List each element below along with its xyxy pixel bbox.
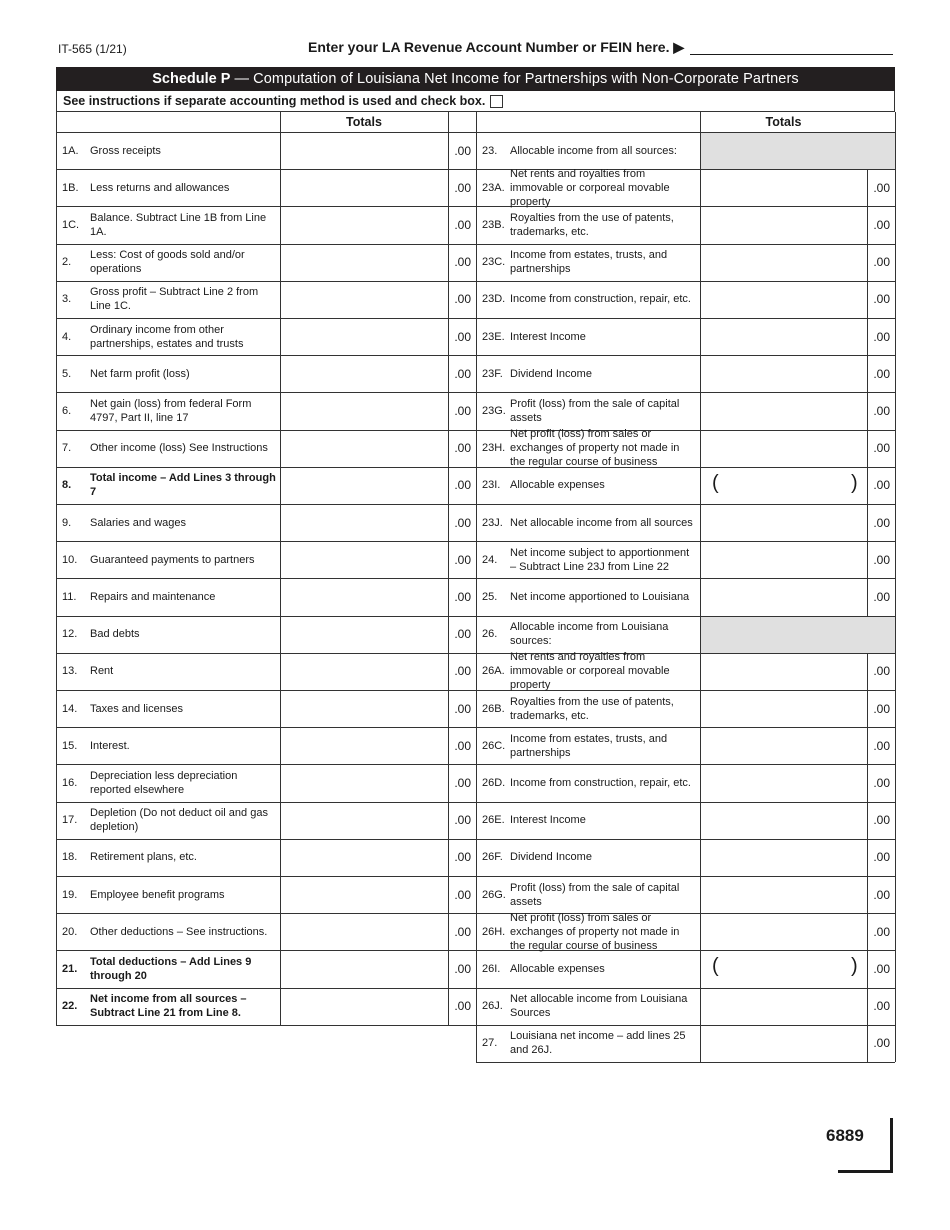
cents-label: .00 xyxy=(873,1036,890,1051)
amount-input[interactable] xyxy=(281,170,447,205)
corner-mark-vertical xyxy=(890,1118,893,1173)
left-line-row xyxy=(56,727,280,764)
line-number: 26B. xyxy=(482,702,505,715)
line-number: 23B. xyxy=(482,218,505,231)
left-line-row xyxy=(56,504,280,541)
right-line-row xyxy=(476,988,700,1025)
line-number: 15. xyxy=(62,739,78,752)
right-line-row xyxy=(476,1025,700,1062)
left-line-row xyxy=(56,616,280,653)
line-number: 23F. xyxy=(482,367,503,380)
cents-label: .00 xyxy=(873,887,890,902)
line-number: 21. xyxy=(62,962,78,975)
cents-label: .00 xyxy=(454,701,471,716)
cents-label: .00 xyxy=(454,329,471,344)
amount-input[interactable] xyxy=(701,765,866,800)
open-paren: ( xyxy=(712,471,719,494)
amount-input[interactable] xyxy=(701,170,866,205)
amount-input[interactable] xyxy=(281,468,447,503)
line-number: 26I. xyxy=(482,962,501,975)
separate-accounting-row xyxy=(56,91,895,112)
amount-input[interactable] xyxy=(281,431,447,466)
line-label: Net income from all sources – Subtract Line 21 from Line 8. xyxy=(90,993,247,1020)
line-number: 5. xyxy=(62,367,72,380)
cents-label: .00 xyxy=(873,664,890,679)
cents-label: .00 xyxy=(454,813,471,828)
line-number: 23. xyxy=(482,144,498,157)
cents-label: .00 xyxy=(454,143,471,158)
left-line-row xyxy=(56,169,280,206)
amount-input[interactable] xyxy=(281,691,447,726)
line-label: Interest. xyxy=(90,739,130,752)
line-label: Net farm profit (loss) xyxy=(90,367,190,380)
cents-label: .00 xyxy=(873,850,890,865)
line-label: Allocable expenses xyxy=(510,479,605,492)
amount-input[interactable] xyxy=(701,914,866,949)
cents-label: .00 xyxy=(454,664,471,679)
line-label: Less returns and allowances xyxy=(90,181,230,194)
cents-label: .00 xyxy=(454,403,471,418)
line-number: 22. xyxy=(62,1000,78,1013)
line-label: Taxes and licenses xyxy=(90,702,183,715)
cents-label: .00 xyxy=(454,515,471,530)
cents-label: .00 xyxy=(873,441,890,456)
line-number: 7. xyxy=(62,442,72,455)
amount-input[interactable] xyxy=(701,877,866,912)
line-number: 26J. xyxy=(482,1000,503,1013)
line-label: Total income – Add Lines 3 through 7 xyxy=(90,472,276,499)
cents-label: .00 xyxy=(454,180,471,195)
right-line-row xyxy=(476,318,700,355)
right-line-row xyxy=(476,504,700,541)
amount-input[interactable] xyxy=(281,245,447,280)
line-label: Gross profit – Subtract Line 2 from Line 1C. xyxy=(90,286,259,313)
cents-label: .00 xyxy=(873,217,890,232)
left-line-row xyxy=(56,281,280,318)
line-label: Net profit (loss) from sales or exchanges of property not made in the regular course of business xyxy=(510,911,680,952)
right-line-row xyxy=(476,950,700,987)
line-number: 16. xyxy=(62,776,78,789)
line-number: 26C. xyxy=(482,739,506,752)
line-number: 13. xyxy=(62,665,78,678)
open-paren: ( xyxy=(712,955,719,978)
line-label: Profit (loss) from the sale of capital assets xyxy=(510,881,680,908)
amount-input[interactable] xyxy=(701,579,866,614)
amount-input[interactable] xyxy=(281,951,447,986)
right-line-row xyxy=(476,839,700,876)
line-label: Allocable income from all sources: xyxy=(510,144,677,157)
account-prompt-text: Enter your LA Revenue Account Number or FEIN here. ▶ xyxy=(308,39,685,55)
line-label: Depreciation less depreciation reported elsewhere xyxy=(90,769,238,796)
form-id: IT-565 (1/21) xyxy=(58,42,127,56)
line-number: 23C. xyxy=(482,256,506,269)
schedule-banner xyxy=(56,67,895,91)
left-line-row xyxy=(56,467,280,504)
line-label: Interest Income xyxy=(510,330,586,343)
cents-label: .00 xyxy=(873,813,890,828)
line-number: 19. xyxy=(62,888,78,901)
line-number: 11. xyxy=(62,590,77,603)
line-label: Net rents and royalties from immovable or corporeal movable property xyxy=(510,651,670,692)
line-label: Salaries and wages xyxy=(90,516,187,529)
line-number: 8. xyxy=(62,479,72,492)
line-number: 23I. xyxy=(482,479,501,492)
left-line-row xyxy=(56,392,280,429)
amount-input[interactable] xyxy=(281,579,447,614)
cents-label: .00 xyxy=(873,366,890,381)
line-number: 9. xyxy=(62,516,72,529)
amount-input[interactable] xyxy=(701,989,866,1024)
line-label: Repairs and maintenance xyxy=(90,590,216,603)
shaded-cell xyxy=(701,617,895,653)
line-label: Gross receipts xyxy=(90,144,161,157)
separate-accounting-checkbox[interactable] xyxy=(490,95,503,108)
line-number: 26A. xyxy=(482,665,505,678)
line-number: 3. xyxy=(62,293,72,306)
line-number: 23E. xyxy=(482,330,505,343)
line-number: 10. xyxy=(62,553,78,566)
account-number-prompt xyxy=(308,39,893,56)
right-line-row xyxy=(476,281,700,318)
cents-label: .00 xyxy=(873,738,890,753)
cents-label: .00 xyxy=(454,589,471,604)
close-paren: ) xyxy=(851,955,858,978)
amount-input[interactable] xyxy=(281,617,447,652)
line-label: Net income subject to apportionment – Subtract Line 23J from Line 22 xyxy=(510,546,690,573)
amount-input[interactable] xyxy=(701,319,866,354)
left-line-row xyxy=(56,988,280,1025)
left-line-row xyxy=(56,430,280,467)
line-label: Net allocable income from Louisiana Sources xyxy=(510,993,688,1020)
cents-label: .00 xyxy=(873,292,890,307)
banner-subtitle: — Computation of Louisiana Net Income for Partnerships with Non-Corporate Partners xyxy=(234,71,799,87)
line-label: Other income (loss) See Instructions xyxy=(90,442,268,455)
line-label: Ordinary income from other partnerships, estates and trusts xyxy=(90,323,244,350)
line-label: Income from construction, repair, etc. xyxy=(510,776,691,789)
left-line-row xyxy=(56,206,280,243)
line-label: Dividend Income xyxy=(510,367,592,380)
line-label: Employee benefit programs xyxy=(90,888,225,901)
cents-label: .00 xyxy=(454,552,471,567)
cents-label: .00 xyxy=(873,999,890,1014)
grid-line xyxy=(56,1025,476,1026)
right-line-row xyxy=(476,169,700,206)
line-label: Income from estates, trusts, and partnerships xyxy=(510,732,668,759)
right-line-row xyxy=(476,467,700,504)
amount-input[interactable] xyxy=(281,914,447,949)
line-number: 1B. xyxy=(62,181,79,194)
right-line-row xyxy=(476,913,700,950)
line-number: 1A. xyxy=(62,144,79,157)
cents-label: .00 xyxy=(873,552,890,567)
amount-input[interactable] xyxy=(701,951,866,986)
line-label: Less: Cost of goods sold and/or operations xyxy=(90,249,245,276)
amount-input[interactable] xyxy=(281,356,447,391)
cents-label: .00 xyxy=(873,961,890,976)
cents-label: .00 xyxy=(454,887,471,902)
line-number: 26. xyxy=(482,628,498,641)
line-number: 23H. xyxy=(482,442,506,455)
right-line-row xyxy=(476,764,700,801)
right-totals-header: Totals xyxy=(765,115,802,129)
line-label: Profit (loss) from the sale of capital assets xyxy=(510,397,680,424)
amount-input[interactable] xyxy=(701,207,866,242)
line-number: 26D. xyxy=(482,776,506,789)
line-number: 26H. xyxy=(482,925,506,938)
right-line-row xyxy=(476,653,700,690)
cents-label: .00 xyxy=(873,255,890,270)
line-number: 14. xyxy=(62,702,78,715)
line-number: 26G. xyxy=(482,888,506,901)
line-label: Net gain (loss) from federal Form 4797, Part II, line 17 xyxy=(90,397,252,424)
cents-label: .00 xyxy=(873,924,890,939)
amount-input[interactable] xyxy=(701,245,866,280)
line-number: 23D. xyxy=(482,293,506,306)
amount-input[interactable] xyxy=(701,282,866,317)
line-number: 18. xyxy=(62,851,78,864)
cents-label: .00 xyxy=(873,478,890,493)
shaded-cell xyxy=(701,133,895,169)
amount-input[interactable] xyxy=(281,319,447,354)
right-line-row xyxy=(476,355,700,392)
left-line-row xyxy=(56,950,280,987)
amount-input[interactable] xyxy=(281,542,447,577)
line-label: Net income apportioned to Louisiana xyxy=(510,590,690,603)
cents-label: .00 xyxy=(873,515,890,530)
amount-input[interactable] xyxy=(281,803,447,838)
left-line-row xyxy=(56,802,280,839)
right-line-row xyxy=(476,876,700,913)
line-label: Rent xyxy=(90,665,114,678)
cents-label: .00 xyxy=(873,403,890,418)
instructions-text: See instructions if separate accounting method is used and check box. xyxy=(63,94,486,108)
amount-input[interactable] xyxy=(701,803,866,838)
left-line-row xyxy=(56,764,280,801)
cents-label: .00 xyxy=(454,441,471,456)
amount-input[interactable] xyxy=(701,393,866,428)
amount-input[interactable] xyxy=(281,207,447,242)
amount-input[interactable] xyxy=(281,765,447,800)
left-line-row xyxy=(56,244,280,281)
line-label: Louisiana net income – add lines 25 and 26J. xyxy=(510,1030,686,1057)
line-label: Guaranteed payments to partners xyxy=(90,553,255,566)
right-line-row xyxy=(476,616,700,653)
line-label: Other deductions – See instructions. xyxy=(90,925,268,938)
line-number: 23G. xyxy=(482,404,506,417)
grid-line xyxy=(895,112,896,1062)
right-line-row xyxy=(476,690,700,727)
amount-input[interactable] xyxy=(701,356,866,391)
cents-label: .00 xyxy=(454,775,471,790)
line-number: 2. xyxy=(62,256,72,269)
line-label: Retirement plans, etc. xyxy=(90,851,197,864)
account-number-input[interactable] xyxy=(690,40,893,55)
line-label: Income from construction, repair, etc. xyxy=(510,293,691,306)
right-line-row xyxy=(476,244,700,281)
amount-input[interactable] xyxy=(281,393,447,428)
cents-label: .00 xyxy=(454,366,471,381)
cents-label: .00 xyxy=(873,775,890,790)
cents-label: .00 xyxy=(454,961,471,976)
left-line-row xyxy=(56,839,280,876)
amount-input[interactable] xyxy=(701,542,866,577)
cents-label: .00 xyxy=(454,999,471,1014)
line-number: 20. xyxy=(62,925,78,938)
cents-label: .00 xyxy=(454,255,471,270)
left-line-row xyxy=(56,541,280,578)
line-number: 6. xyxy=(62,404,72,417)
line-label: Net rents and royalties from immovable or corporeal movable property xyxy=(510,167,670,208)
line-label: Balance. Subtract Line 1B from Line 1A. xyxy=(90,211,267,238)
amount-input[interactable] xyxy=(701,468,866,503)
line-label: Net allocable income from all sources xyxy=(510,516,693,529)
line-number: 17. xyxy=(62,814,78,827)
amount-input[interactable] xyxy=(281,282,447,317)
cents-label: .00 xyxy=(454,924,471,939)
line-label: Dividend Income xyxy=(510,851,592,864)
line-number: 23J. xyxy=(482,516,503,529)
amount-input[interactable] xyxy=(281,505,447,540)
right-line-row xyxy=(476,206,700,243)
right-line-row xyxy=(476,727,700,764)
left-line-row xyxy=(56,355,280,392)
line-label: Interest Income xyxy=(510,814,586,827)
cents-label: .00 xyxy=(873,180,890,195)
amount-input[interactable] xyxy=(281,840,447,875)
cents-label: .00 xyxy=(454,292,471,307)
line-number: 12. xyxy=(62,628,78,641)
cents-label: .00 xyxy=(873,589,890,604)
line-label: Income from estates, trusts, and partnerships xyxy=(510,249,668,276)
right-line-row xyxy=(476,541,700,578)
cents-label: .00 xyxy=(454,627,471,642)
amount-input[interactable] xyxy=(701,728,866,763)
left-line-row xyxy=(56,876,280,913)
right-line-row xyxy=(476,132,700,169)
line-number: 26F. xyxy=(482,851,503,864)
left-line-row xyxy=(56,653,280,690)
line-number: 26E. xyxy=(482,814,505,827)
amount-input[interactable] xyxy=(701,654,866,689)
left-line-row xyxy=(56,318,280,355)
cents-label: .00 xyxy=(873,329,890,344)
grid-line xyxy=(476,1062,895,1063)
close-paren: ) xyxy=(851,471,858,494)
cents-label: .00 xyxy=(873,701,890,716)
right-line-row xyxy=(476,392,700,429)
amount-input[interactable] xyxy=(701,1026,866,1061)
line-number: 23A. xyxy=(482,181,505,194)
corner-mark-horizontal xyxy=(838,1170,893,1173)
left-line-row xyxy=(56,913,280,950)
cents-label: .00 xyxy=(454,850,471,865)
line-number: 24. xyxy=(482,553,498,566)
line-label: Allocable income from Louisiana sources: xyxy=(510,621,669,648)
line-label: Royalties from the use of patents, trademarks, etc. xyxy=(510,211,674,238)
cents-label: .00 xyxy=(454,217,471,232)
amount-input[interactable] xyxy=(701,691,866,726)
left-line-row xyxy=(56,690,280,727)
amount-input[interactable] xyxy=(701,431,866,466)
right-line-row xyxy=(476,802,700,839)
line-number: 1C. xyxy=(62,218,80,231)
page-number: 6889 xyxy=(826,1126,864,1145)
line-label: Depletion (Do not deduct oil and gas depletion) xyxy=(90,807,268,834)
line-number: 25. xyxy=(482,590,498,603)
line-number: 27. xyxy=(482,1037,498,1050)
left-line-row xyxy=(56,578,280,615)
right-line-row xyxy=(476,578,700,615)
line-label: Allocable expenses xyxy=(510,962,605,975)
amount-input[interactable] xyxy=(701,505,866,540)
line-label: Royalties from the use of patents, trademarks, etc. xyxy=(510,695,674,722)
amount-input[interactable] xyxy=(281,728,447,763)
cents-label: .00 xyxy=(454,738,471,753)
amount-input[interactable] xyxy=(281,654,447,689)
amount-input[interactable] xyxy=(701,840,866,875)
left-totals-header: Totals xyxy=(346,115,382,129)
banner-title: Schedule P xyxy=(152,71,231,87)
left-line-row xyxy=(56,132,280,169)
cents-label: .00 xyxy=(454,478,471,493)
line-label: Bad debts xyxy=(90,628,140,641)
line-label: Net profit (loss) from sales or exchanges of property not made in the regular course of business xyxy=(510,428,680,469)
amount-input[interactable] xyxy=(281,989,447,1024)
line-number: 4. xyxy=(62,330,72,343)
amount-input[interactable] xyxy=(281,133,447,168)
line-label: Total deductions – Add Lines 9 through 20 xyxy=(90,955,252,982)
amount-input[interactable] xyxy=(281,877,447,912)
right-line-row xyxy=(476,430,700,467)
